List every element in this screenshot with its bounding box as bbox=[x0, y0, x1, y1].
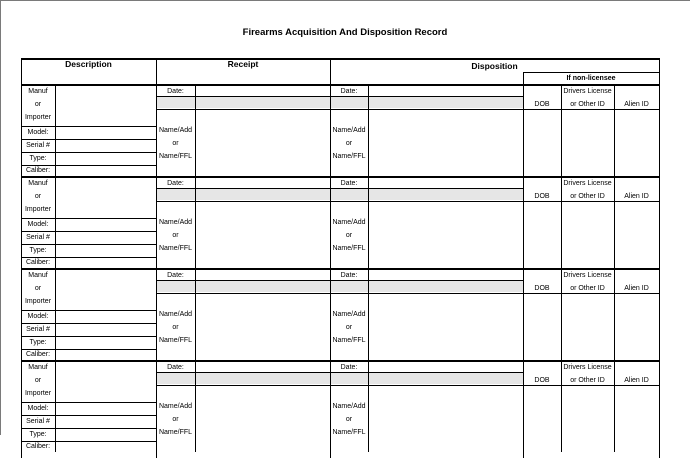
receipt-or-label: or bbox=[172, 140, 179, 147]
type-input[interactable] bbox=[56, 153, 156, 165]
or-other-id-label: or Other ID bbox=[570, 193, 605, 200]
or-other-id-label: or Other ID bbox=[570, 377, 605, 384]
importer-label: Importer bbox=[24, 298, 52, 305]
manufacturer-input[interactable] bbox=[56, 362, 156, 402]
dob-label: DOB bbox=[534, 101, 550, 108]
other-id-input[interactable] bbox=[562, 294, 614, 360]
receipt-date-label: Date: bbox=[167, 272, 184, 279]
model-input[interactable] bbox=[56, 403, 156, 415]
disposition-date-shade[interactable] bbox=[331, 97, 368, 108]
window-top-edge bbox=[0, 0, 690, 1]
disposition-date-label: Date: bbox=[340, 364, 358, 371]
caliber-label: Caliber: bbox=[25, 167, 51, 174]
caliber-input[interactable] bbox=[56, 442, 156, 452]
alien-id-input[interactable] bbox=[615, 386, 659, 452]
caliber-input[interactable] bbox=[56, 166, 156, 176]
receipt-name-add-label: Name/Add bbox=[158, 311, 193, 318]
window-left-edge bbox=[0, 0, 1, 435]
alien-id-label: Alien ID bbox=[624, 101, 649, 108]
receipt-name-ffl-label: Name/FFL bbox=[158, 429, 193, 436]
receipt-name-input[interactable] bbox=[196, 386, 330, 452]
model-input[interactable] bbox=[56, 219, 156, 231]
type-input[interactable] bbox=[56, 429, 156, 441]
type-input[interactable] bbox=[56, 337, 156, 349]
other-id-input[interactable] bbox=[562, 202, 614, 268]
receipt-date-shade[interactable] bbox=[157, 281, 195, 292]
disposition-name-ffl-label: Name/FFL bbox=[332, 153, 366, 160]
receipt-date-label: Date: bbox=[167, 88, 184, 95]
alien-id-label: Alien ID bbox=[624, 285, 649, 292]
disposition-name-ffl-label: Name/FFL bbox=[332, 337, 366, 344]
caliber-input[interactable] bbox=[56, 350, 156, 360]
caliber-label: Caliber: bbox=[25, 443, 51, 450]
receipt-name-add-label: Name/Add bbox=[158, 219, 193, 226]
model-label: Model: bbox=[27, 313, 49, 320]
receipt-date-label: Date: bbox=[167, 364, 184, 371]
disposition-name-input[interactable] bbox=[369, 294, 523, 360]
disposition-date-label: Date: bbox=[340, 88, 358, 95]
disposition-or-label: or bbox=[345, 416, 353, 423]
disposition-or-label: or bbox=[345, 140, 353, 147]
receipt-name-add-label: Name/Add bbox=[158, 403, 193, 410]
disposition-date-input[interactable] bbox=[369, 189, 523, 200]
disposition-name-add-label: Name/Add bbox=[332, 311, 366, 318]
receipt-name-input[interactable] bbox=[196, 294, 330, 360]
receipt-or-label: or bbox=[172, 416, 179, 423]
disposition-date-shade[interactable] bbox=[331, 281, 368, 292]
dob-input[interactable] bbox=[524, 202, 561, 268]
receipt-name-input[interactable] bbox=[196, 110, 330, 176]
drivers-license-label: Drivers License bbox=[563, 88, 612, 95]
receipt-disposition-divider bbox=[330, 58, 331, 458]
header-if-non-licensee: If non-licensee bbox=[566, 75, 616, 82]
dob-label: DOB bbox=[534, 193, 550, 200]
manufacturer-input[interactable] bbox=[56, 178, 156, 218]
disposition-or-label: or bbox=[345, 232, 353, 239]
non-licensee-rule bbox=[523, 72, 659, 73]
model-input[interactable] bbox=[56, 127, 156, 139]
receipt-date-shade[interactable] bbox=[157, 373, 195, 384]
manuf-label: Manuf bbox=[28, 272, 48, 279]
or-other-id-label: or Other ID bbox=[570, 101, 605, 108]
receipt-name-input[interactable] bbox=[196, 202, 330, 268]
disposition-date-input[interactable] bbox=[369, 281, 523, 292]
disposition-date-label: Date: bbox=[340, 180, 358, 187]
or-other-id-label: or Other ID bbox=[570, 285, 605, 292]
model-label: Model: bbox=[27, 221, 49, 228]
disposition-name-input[interactable] bbox=[369, 386, 523, 452]
receipt-or-label: or bbox=[172, 232, 179, 239]
importer-label: Importer bbox=[24, 390, 52, 397]
alien-id-input[interactable] bbox=[615, 202, 659, 268]
type-label: Type: bbox=[29, 339, 47, 346]
alien-id-label: Alien ID bbox=[624, 193, 649, 200]
disposition-date-input[interactable] bbox=[369, 373, 523, 384]
or-label: or bbox=[34, 101, 42, 108]
header-disposition: Disposition bbox=[471, 61, 518, 71]
receipt-date-input[interactable] bbox=[196, 281, 330, 292]
disposition-name-input[interactable] bbox=[369, 202, 523, 268]
manufacturer-input[interactable] bbox=[56, 86, 156, 126]
receipt-name-ffl-label: Name/FFL bbox=[158, 153, 193, 160]
or-label: or bbox=[34, 193, 42, 200]
dob-input[interactable] bbox=[524, 386, 561, 452]
serial-label: Serial # bbox=[26, 326, 50, 333]
manuf-label: Manuf bbox=[28, 88, 48, 95]
serial-input[interactable] bbox=[56, 140, 156, 152]
importer-label: Importer bbox=[24, 206, 52, 213]
other-id-input[interactable] bbox=[562, 386, 614, 452]
type-label: Type: bbox=[29, 431, 47, 438]
serial-input[interactable] bbox=[56, 232, 156, 244]
receipt-name-ffl-label: Name/FFL bbox=[158, 245, 193, 252]
type-input[interactable] bbox=[56, 245, 156, 257]
header-description: Description bbox=[65, 59, 112, 69]
disposition-date-shade[interactable] bbox=[331, 373, 368, 384]
receipt-date-input[interactable] bbox=[196, 97, 330, 108]
dob-input[interactable] bbox=[524, 110, 561, 176]
receipt-date-shade[interactable] bbox=[157, 97, 195, 108]
receipt-date-input[interactable] bbox=[196, 189, 330, 200]
disposition-or-label: or bbox=[345, 324, 353, 331]
disposition-name-add-label: Name/Add bbox=[332, 127, 366, 134]
type-label: Type: bbox=[29, 247, 47, 254]
alien-id-input[interactable] bbox=[615, 110, 659, 176]
dob-input[interactable] bbox=[524, 294, 561, 360]
type-label: Type: bbox=[29, 155, 47, 162]
disposition-date-input[interactable] bbox=[369, 97, 523, 108]
other-id-input[interactable] bbox=[562, 110, 614, 176]
disposition-name-ffl-label: Name/FFL bbox=[332, 245, 366, 252]
manuf-label: Manuf bbox=[28, 180, 48, 187]
receipt-date-shade[interactable] bbox=[157, 189, 195, 200]
manufacturer-input[interactable] bbox=[56, 270, 156, 310]
serial-label: Serial # bbox=[26, 142, 50, 149]
receipt-or-label: or bbox=[172, 324, 179, 331]
serial-label: Serial # bbox=[26, 234, 50, 241]
model-label: Model: bbox=[27, 405, 49, 412]
disposition-name-add-label: Name/Add bbox=[332, 403, 366, 410]
receipt-name-ffl-label: Name/FFL bbox=[158, 337, 193, 344]
or-label: or bbox=[34, 285, 42, 292]
serial-input[interactable] bbox=[56, 324, 156, 336]
receipt-date-input[interactable] bbox=[196, 373, 330, 384]
caliber-label: Caliber: bbox=[25, 259, 51, 266]
record-form bbox=[21, 58, 660, 458]
disposition-date-label: Date: bbox=[340, 272, 358, 279]
alien-id-label: Alien ID bbox=[624, 377, 649, 384]
dob-label: DOB bbox=[534, 377, 550, 384]
description-receipt-divider bbox=[156, 58, 157, 458]
serial-label: Serial # bbox=[26, 418, 50, 425]
disposition-name-input[interactable] bbox=[369, 110, 523, 176]
caliber-input[interactable] bbox=[56, 258, 156, 268]
drivers-license-label: Drivers License bbox=[563, 364, 612, 371]
dob-label: DOB bbox=[534, 285, 550, 292]
drivers-license-label: Drivers License bbox=[563, 272, 612, 279]
model-label: Model: bbox=[27, 129, 49, 136]
receipt-date-label: Date: bbox=[167, 180, 184, 187]
model-input[interactable] bbox=[56, 311, 156, 323]
alien-id-input[interactable] bbox=[615, 294, 659, 360]
or-label: or bbox=[34, 377, 42, 384]
caliber-label: Caliber: bbox=[25, 351, 51, 358]
header-receipt: Receipt bbox=[227, 59, 259, 69]
form-right-border bbox=[659, 58, 660, 458]
manuf-label: Manuf bbox=[28, 364, 48, 371]
receipt-name-add-label: Name/Add bbox=[158, 127, 193, 134]
disposition-name-add-label: Name/Add bbox=[332, 219, 366, 226]
page-title: Firearms Acquisition And Disposition Record bbox=[242, 27, 448, 38]
drivers-license-label: Drivers License bbox=[563, 180, 612, 187]
serial-input[interactable] bbox=[56, 416, 156, 428]
disposition-date-shade[interactable] bbox=[331, 189, 368, 200]
importer-label: Importer bbox=[24, 114, 52, 121]
disposition-name-ffl-label: Name/FFL bbox=[332, 429, 366, 436]
